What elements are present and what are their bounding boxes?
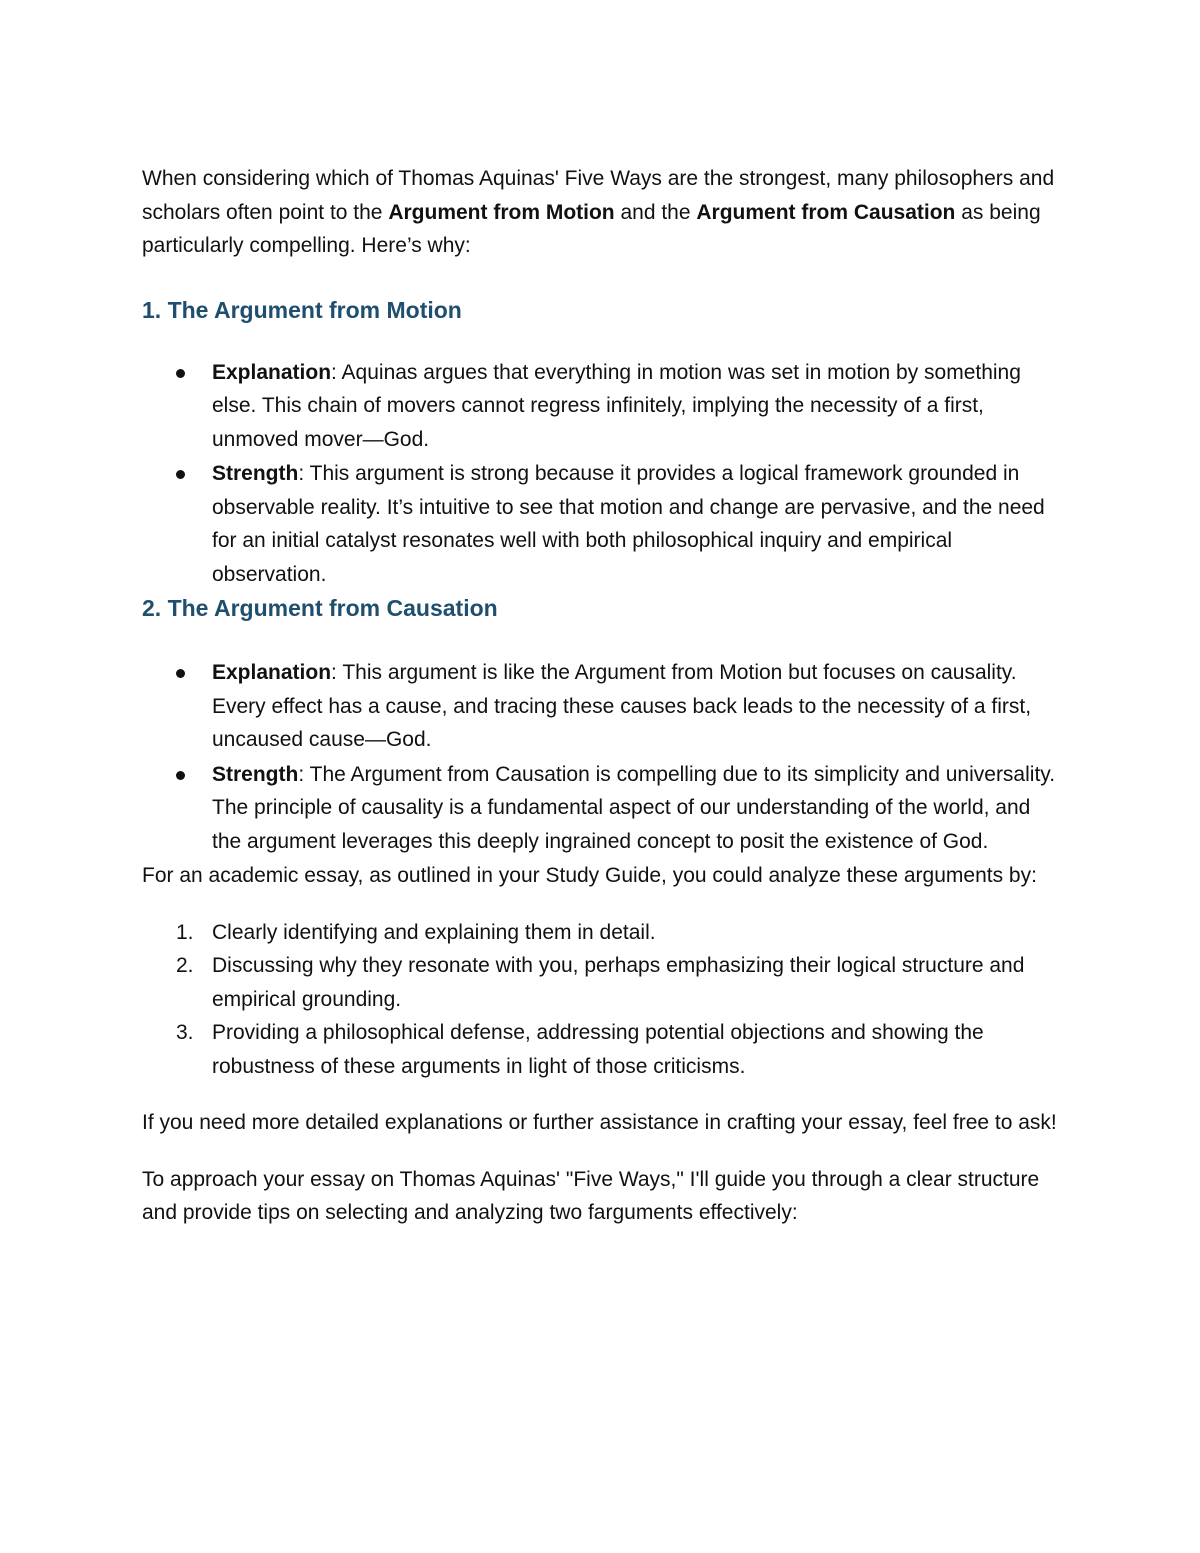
heading-argument-causation: 2. The Argument from Causation <box>142 595 498 621</box>
bullet-icon <box>176 470 185 479</box>
bullet-icon <box>176 369 185 378</box>
list-item <box>142 656 1062 757</box>
help-paragraph: If you need more detailed explanations or further assistance in crafting your essay, feel free to ask! <box>142 1111 1057 1134</box>
document-page <box>142 162 1062 1230</box>
heading-argument-motion: 1. The Argument from Motion <box>142 296 462 323</box>
step-text: Providing a philosophical defense, addressing potential objections and showing the robustness of these arguments in light of those criticisms. <box>212 1021 984 1078</box>
motion-bullet-list <box>142 356 1062 592</box>
item-label: Explanation <box>212 661 332 684</box>
intro-text-1: When considering which of Thomas Aquinas' Five Ways are the strongest, many philosophers and scholars often point to the <box>142 167 1055 224</box>
list-item <box>142 758 1062 859</box>
step-text: Clearly identifying and explaining them in detail. <box>212 920 656 944</box>
item-label: Strength <box>212 762 299 786</box>
list-item <box>142 1016 1062 1083</box>
item-text: : Aquinas argues that everything in motion was set in motion by something else. This chain of movers cannot regress infinitely, implying the necessity of a first, unmoved mover—God. <box>212 360 1021 451</box>
causation-bullet-list <box>142 656 1062 858</box>
intro-text-3: as being particularly compelling. Here’s why: <box>142 200 1041 257</box>
bullet-icon <box>176 771 185 780</box>
list-item <box>142 949 1062 1016</box>
step-text: Discussing why they resonate with you, perhaps emphasizing their logical structure and empirical grounding. <box>212 954 1025 1011</box>
step-number: 2. <box>176 954 194 977</box>
step-number: 3. <box>176 1021 194 1044</box>
list-item <box>142 457 1062 591</box>
essay-steps-list <box>142 916 1062 1084</box>
intro-text-2: and the <box>614 200 697 224</box>
item-text: : This argument is like the Argument from Motion but focuses on causality. Every effect has a cause, and tracing these causes back leads to the necessity of a first, uncaused cause—God. <box>212 661 1032 751</box>
step-number: 1. <box>176 920 194 944</box>
list-item <box>142 356 1062 457</box>
item-text: : The Argument from Causation is compelling due to its simplicity and universality. The principle of causality is a fundamental aspect of our understanding of the world, and the argument leverages this deeply ingrained concept to posit the existence of God. <box>212 762 1056 853</box>
bullet-icon <box>176 669 185 678</box>
item-label: Strength <box>212 462 299 485</box>
item-text: : This argument is strong because it provides a logical framework grounded in observable reality. It’s intuitive to see that motion and change are pervasive, and the need for an initial catalyst resonates well with both philosophical inquiry and empirical observation. <box>212 462 1045 586</box>
closing-paragraph: To approach your essay on Thomas Aquinas' "Five Ways," I'll guide you through a clear structure and provide tips on selecting and analyzing two farguments effectively: <box>142 1167 1040 1224</box>
intro-paragraph <box>142 162 1062 263</box>
essay-intro-paragraph: For an academic essay, as outlined in your Study Guide, you could analyze these arguments by: <box>142 864 1037 887</box>
list-item <box>142 916 1062 950</box>
item-label: Explanation <box>212 360 332 384</box>
intro-bold-causation: Argument from Causation <box>696 200 956 224</box>
intro-bold-motion: Argument from Motion <box>388 200 615 224</box>
